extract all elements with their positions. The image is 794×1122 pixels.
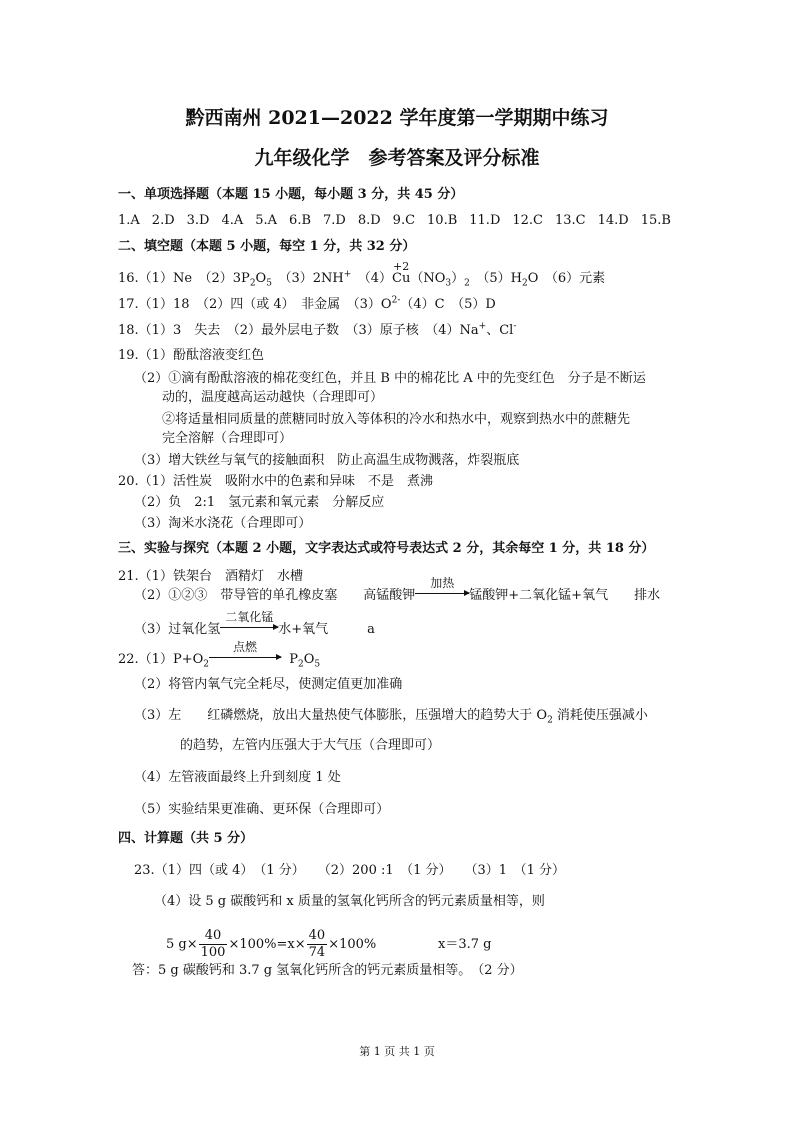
question-19-line6: （3）增大铁丝与氧气的接触面积 防止高温生成物溅落，炸裂瓶底 <box>134 453 520 468</box>
mc-answer: 1.A <box>118 213 140 228</box>
question-18: 18.（1）3 失去 （2）最外层电子数 （3）原子核 （4）Na+、Cl- <box>118 321 517 338</box>
question-22-line1: $22.(1)P+O_2$ 点燃 $P_2O_5$ <box>118 640 321 670</box>
mc-answer: 6.B <box>289 213 312 228</box>
question-20-line3: （3）淘米水浇花（合理即可） <box>134 516 312 531</box>
question-19-line4: ②将适量相同质量的蔗糖同时放入等体积的冷水和热水中，观察到热水中的蔗糖先 <box>162 412 631 427</box>
section-heading-3: 三、实验与探究（本题 2 小题，文字表达式或符号表达式 2 分，其余每空 1 分，共 18 分） <box>118 541 655 556</box>
question-19-line5: 完全溶解（合理即可） <box>162 431 293 446</box>
mc-answer: 12.C <box>512 213 543 228</box>
mc-answer: 15.B <box>640 213 671 228</box>
question-23-line1: 23.（1）四（或 4） （1 分） （2）200 :1 （1 分） （3）1 （1 分） <box>134 863 565 878</box>
question-22-line4: 的趋势，左管内压强大于大气压（合理即可） <box>180 738 441 753</box>
question-19-line1: 19.（1）酚酞溶液变红色 <box>118 348 264 363</box>
mc-answer: 14.D <box>597 213 629 228</box>
question-16: 16.（1）Ne $(2)3P_2O_5$ （3）2NH+ （4） +2 $Cu(NO_3)_2$ $(5)H_2O$ （6）元素 <box>118 260 606 289</box>
mc-answer: 8.D <box>357 213 381 228</box>
question-23-answer: 答：5 g 碳酸钙和 3.7 g 氢氧化钙所含的钙元素质量相等。 （2 分） <box>132 963 523 978</box>
question-21-line2: （2）①②③ 带导管的单孔橡皮塞 高锰酸钾 加热 锰酸钾+二氧化锰+氧气 排水 <box>134 576 661 603</box>
question-23-result: x＝3.7 g <box>438 937 492 952</box>
mc-answer: 3.D <box>186 213 210 228</box>
section-heading-1: 一、单项选择题（本题 15 小题，每小题 3 分，共 45 分） <box>118 187 464 202</box>
question-19-line3: 动的，温度越高运动越快（合理即可） <box>162 390 384 405</box>
question-17: 17.（1）18 （2）四（或 4） 非金属 $(3)O^{2-}(4)C$ （5）D <box>118 295 496 312</box>
question-22-line3: （3）左 红磷燃烧，放出大量热使气体膨胀，压强增大的趋势大于 $O_2$ 消耗使压强减小 <box>134 708 648 726</box>
mc-answer: 13.C <box>555 213 586 228</box>
question-22-line2: （2）将管内氧气完全耗尽，使测定值更加准确 <box>134 677 403 692</box>
reaction-arrow: 点燃 <box>209 651 281 669</box>
page-footer: 第 1 页 共 1 页 <box>359 1045 435 1058</box>
question-21-line3: （3）过氧化氢 二氧化锰 水+氧气 a <box>134 610 375 637</box>
page-subtitle: 九年级化学 参考答案及评分标准 <box>254 147 540 169</box>
section-heading-2: 二、填空题（本题 5 小题，每空 1 分，共 32 分） <box>118 239 416 254</box>
question-20-line1: 20.（1）活性炭 吸附水中的色素和异味 不是 煮沸 <box>118 474 433 489</box>
fraction: $\frac{40}{74}$ <box>308 928 326 960</box>
reaction-arrow: 二氧化锰 <box>220 621 278 639</box>
section-heading-4: 四、计算题（共 5 分） <box>118 831 254 846</box>
mc-answer: 7.D <box>323 213 346 228</box>
mc-answer-row <box>118 212 683 230</box>
question-23-line2: （4）设 5 g 碳酸钙和 x 质量的氢氧化钙所含的钙元素质量相等，则 <box>154 894 545 909</box>
question-21-line1: 21.（1）铁架台 酒精灯 水槽 <box>118 569 303 584</box>
mc-answer: 2.D <box>151 213 175 228</box>
question-19-line2: （2）①滴有酚酞溶液的棉花变红色，并且 B 中的棉花比 A 中的先变红色 分子是不断运 <box>134 371 646 386</box>
question-22-line5: （4）左管液面最终上升到刻度 1 处 <box>134 770 341 785</box>
mc-answer: 4.A <box>221 213 244 228</box>
fraction: $\frac{40}{100}$ <box>200 928 226 960</box>
mc-answer: 5.A <box>255 213 278 228</box>
question-23-equation: 5 g× $\frac{40}{100}$ ×100%=x× $\frac{40}{74}$ ×100% <box>166 928 377 960</box>
mc-answer: 10.B <box>427 213 458 228</box>
reaction-arrow: 加热 <box>415 587 469 605</box>
page-title: 黔西南州 2021—2022 学年度第一学期期中练习 <box>185 107 609 129</box>
mc-answer: 9.C <box>392 213 416 228</box>
question-22-line6: （5）实验结果更准确、更环保（合理即可） <box>134 802 390 817</box>
question-20-line2: （2）负 2:1 氢元素和氧元素 分解反应 <box>134 495 385 510</box>
mc-answer: 11.D <box>469 213 501 228</box>
